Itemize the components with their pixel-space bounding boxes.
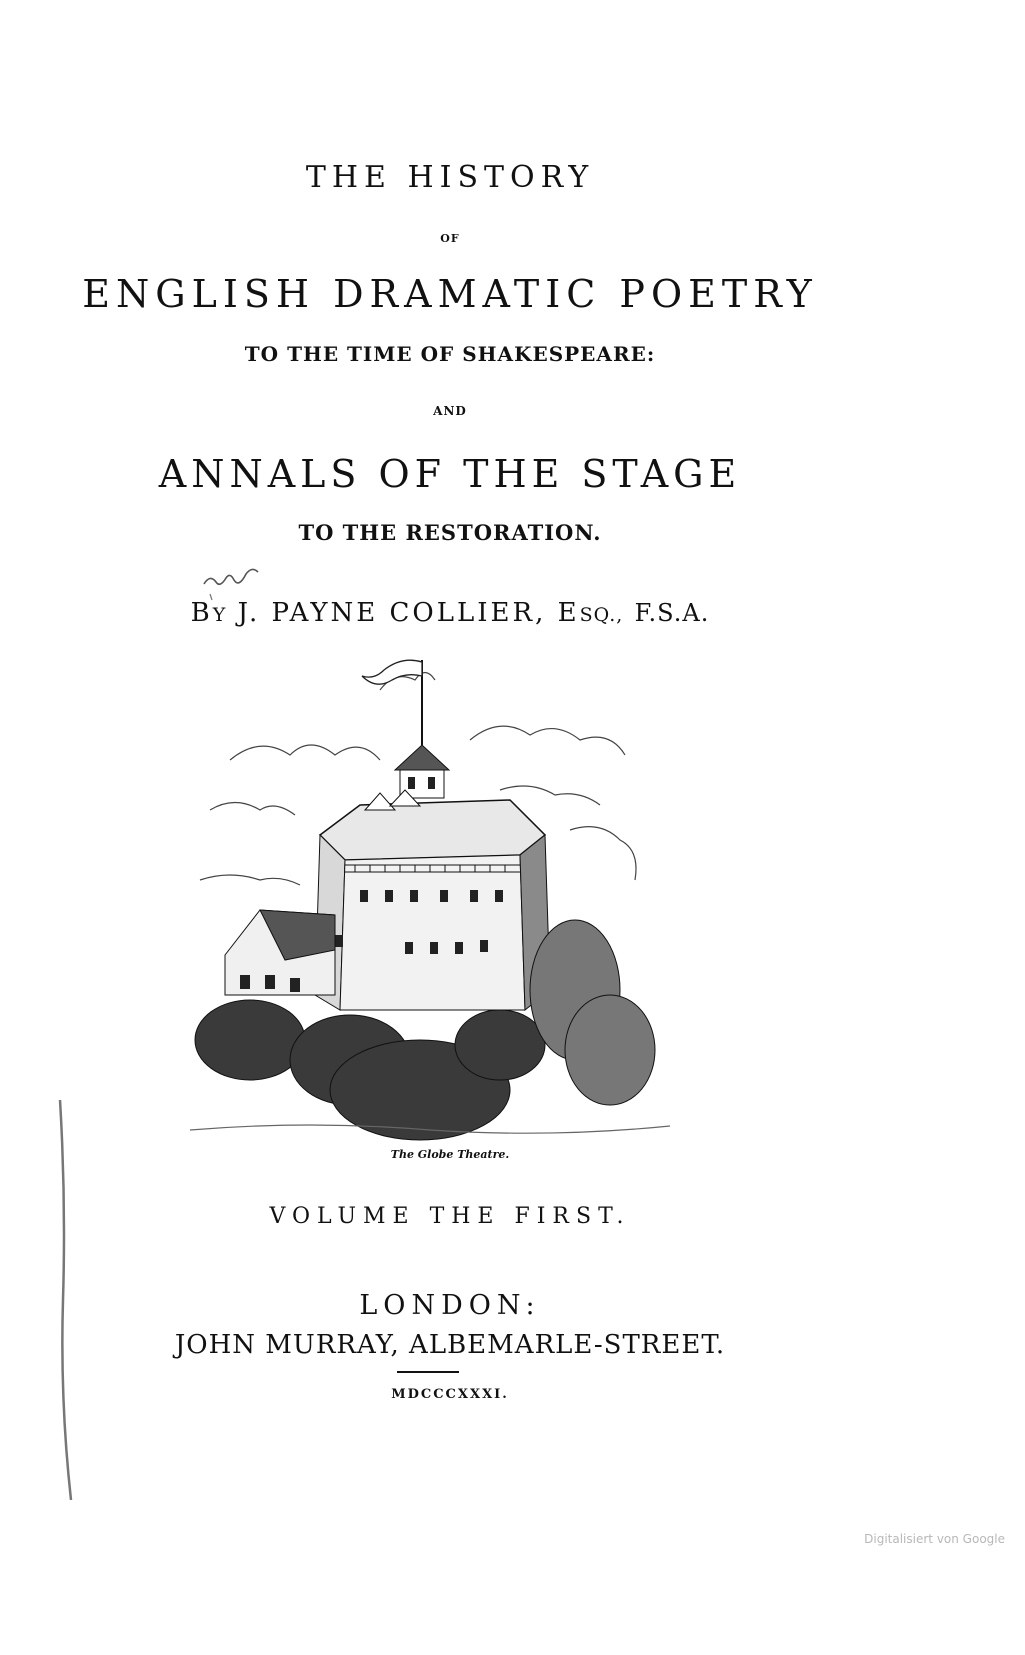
imprint-city: LONDON: bbox=[359, 1290, 541, 1321]
title-line-history: THE HISTORY bbox=[305, 160, 595, 195]
imprint-rule bbox=[397, 1371, 459, 1373]
volume-statement: VOLUME THE FIRST. bbox=[269, 1204, 631, 1229]
title-word-and: AND bbox=[433, 404, 467, 418]
digitization-watermark: Digitalisiert von Google bbox=[864, 1532, 1005, 1546]
author-name: J. PAYNE COLLIER, bbox=[237, 598, 547, 628]
handwritten-annotation bbox=[196, 562, 276, 602]
imprint-date: MDCCCXXXI. bbox=[391, 1387, 509, 1402]
page-edge-shadow bbox=[55, 1100, 85, 1500]
byline-by-smallcap: Y bbox=[212, 604, 227, 626]
title-word-of: OF bbox=[440, 232, 460, 245]
title-line-annals-of-the-stage: ANNALS OF THE STAGE bbox=[158, 452, 742, 496]
author-byline bbox=[0, 598, 900, 628]
byline-by-capital: B bbox=[190, 598, 213, 628]
title-line-english-dramatic-poetry: ENGLISH DRAMATIC POETRY bbox=[82, 272, 818, 316]
title-line-restoration: TO THE RESTORATION. bbox=[298, 520, 602, 545]
fsa-postnominal: F.S.A. bbox=[634, 599, 710, 627]
esquire-smallcap: SQ., bbox=[579, 604, 624, 626]
title-line-time-of-shakespeare: TO THE TIME OF SHAKESPEARE: bbox=[244, 342, 656, 366]
imprint-publisher: JOHN MURRAY, ALBEMARLE-STREET. bbox=[174, 1330, 726, 1360]
globe-theatre-engraving bbox=[190, 650, 670, 1145]
illustration-caption: The Globe Theatre. bbox=[390, 1148, 510, 1161]
esquire-capital: E bbox=[557, 598, 580, 628]
